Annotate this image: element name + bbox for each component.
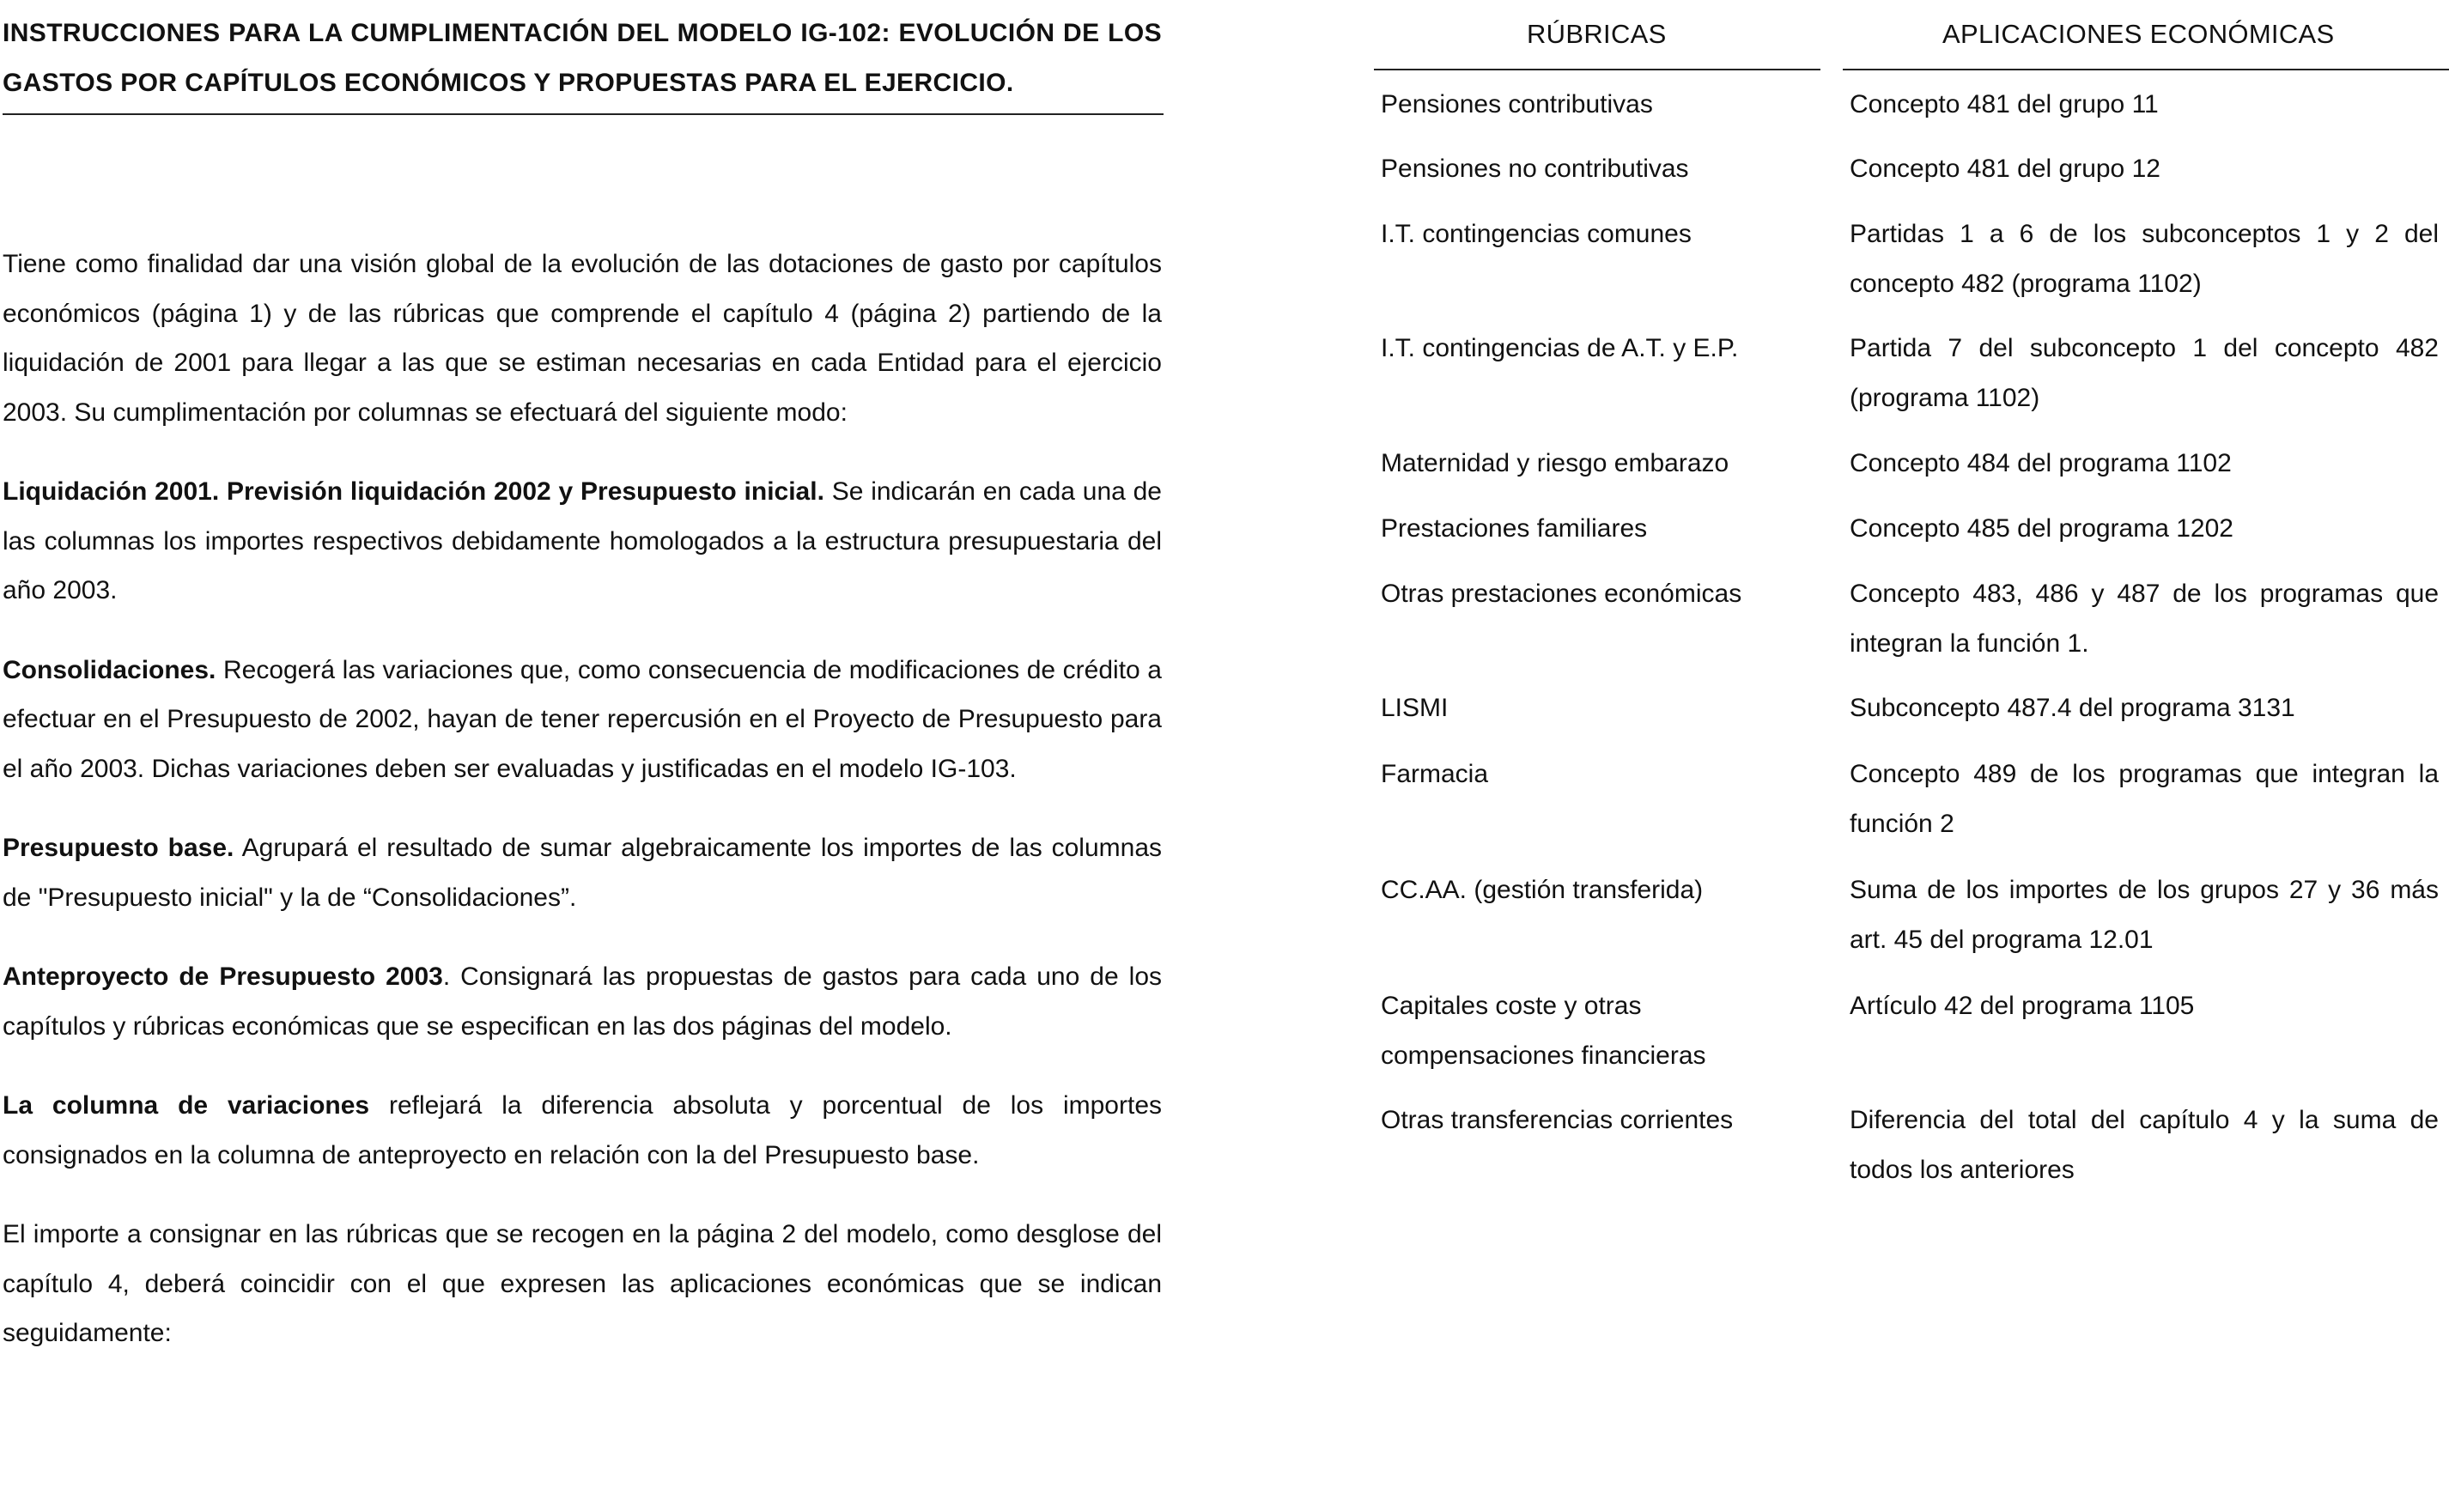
rubrica-cell: Farmacia bbox=[1381, 760, 1489, 788]
aplicacion-cell: Artículo 42 del programa 1105 bbox=[1850, 992, 2195, 1020]
item-heading: Consolidaciones. bbox=[3, 655, 216, 684]
rubrica-cell: Maternidad y riesgo embarazo bbox=[1381, 449, 1729, 477]
item-presupuesto-base bbox=[3, 823, 1162, 922]
intro-paragraph: Tiene como finalidad dar una visión global de la evolución de las dotaciones de gasto por capítulos económicos (página 1) y de las rúbricas que comprende el capítulo 4 (página 2) partiendo de la liquidación de 2001 para llegar a las que se estiman necesarias en cada Entidad para el ejercicio 2003. Su cumplimentación por columnas se efectuará del siguiente modo: bbox=[3, 250, 1162, 427]
aplicacion-cell: Diferencia del total del capítulo 4 y la suma de todos los anteriores bbox=[1850, 1106, 2439, 1184]
item-variaciones bbox=[3, 1081, 1162, 1180]
item-text: Se indicarán en cada una de las columnas los importes respectivos debidamente homologados a la estructura presupuestaria del año 2003. bbox=[3, 477, 1162, 604]
item-text: Agrupará el resultado de sumar algebraicamente los importes de las columnas de "Presupuesto inicial" y la de “Consolidaciones”. bbox=[3, 834, 1163, 912]
aplicacion-cell: Concepto 483, 486 y 487 de los programas que integran la función 1. bbox=[1850, 580, 2439, 658]
rubrica-cell: Pensiones no contributivas bbox=[1381, 155, 1689, 183]
aplicacion-cell: Concepto 489 de los programas que integran la función 2 bbox=[1850, 760, 2439, 838]
rubricas-table bbox=[1372, 0, 2449, 1184]
rubrica-cell: Prestaciones familiares bbox=[1381, 514, 1648, 543]
aplicacion-cell: Concepto 481 del grupo 11 bbox=[1850, 90, 2159, 118]
item-heading: La columna de variaciones bbox=[3, 1091, 370, 1120]
rubrica-cell: CC.AA. (gestión transferida) bbox=[1381, 876, 1704, 904]
rubrica-cell: Capitales coste y otras compensaciones financieras bbox=[1381, 992, 1706, 1070]
header-rule-aplicaciones bbox=[1843, 69, 2449, 70]
item-text: reflejará la diferencia absoluta y porcentual de los importes consignados en la columna de anteproyecto en relación con la del Presupuesto base. bbox=[3, 1091, 1162, 1169]
item-anteproyecto bbox=[3, 952, 1162, 1051]
aplicacion-cell: Concepto 485 del programa 1202 bbox=[1850, 514, 2233, 543]
rubrica-cell: Otras transferencias corrientes bbox=[1381, 1106, 1734, 1134]
rubrica-cell: Otras prestaciones económicas bbox=[1381, 580, 1742, 608]
title-underline bbox=[3, 113, 1164, 115]
item-heading: Liquidación 2001. Previsión liquidación 2002 y Presupuesto inicial. bbox=[3, 477, 824, 506]
item-liquidacion bbox=[3, 467, 1162, 616]
aplicacion-cell: Partidas 1 a 6 de los subconceptos 1 y 2 del concepto 482 (programa 1102) bbox=[1850, 220, 2439, 298]
rubrica-cell: LISMI bbox=[1381, 694, 1449, 722]
item-text: Recogerá las variaciones que, como consecuencia de modificaciones de crédito a efectuar en el Presupuesto de 2002, hayan de tener repercusión en el Proyecto de Presupuesto para el año 2003. Dichas variaciones deben ser evaluadas y justificadas en el modelo IG-103. bbox=[3, 655, 1162, 783]
rubrica-cell: I.T. contingencias comunes bbox=[1381, 220, 1692, 248]
aplicacion-cell: Subconcepto 487.4 del programa 3131 bbox=[1850, 694, 2295, 722]
table-header bbox=[1372, 0, 2449, 74]
item-heading: Anteproyecto de Presupuesto 2003 bbox=[3, 962, 443, 991]
aplicacion-cell: Concepto 484 del programa 1102 bbox=[1850, 449, 2232, 477]
item-consolidaciones bbox=[3, 646, 1162, 794]
aplicacion-cell: Partida 7 del subconcepto 1 del concepto 482 (programa 1102) bbox=[1850, 334, 2439, 412]
aplicacion-cell: Concepto 481 del grupo 12 bbox=[1850, 155, 2160, 183]
item-text: . Consignará las propuestas de gastos para cada uno de los capítulos y rúbricas económicas que se especifican en las dos páginas del modelo. bbox=[3, 962, 1162, 1041]
header-aplicaciones: APLICACIONES ECONÓMICAS bbox=[1942, 19, 2335, 49]
rubrica-cell: I.T. contingencias de A.T. y E.P. bbox=[1381, 334, 1739, 362]
instructions-column bbox=[3, 0, 1162, 1358]
header-rubricas: RÚBRICAS bbox=[1527, 19, 1667, 49]
document-title: INSTRUCCIONES PARA LA CUMPLIMENTACIÓN DEL MODELO IG-102: EVOLUCIÓN DE LOS GASTOS POR CAPÍTULOS ECONÓMICOS Y PROPUESTAS PARA EL EJERCICIO. bbox=[3, 19, 1162, 97]
closing-paragraph: El importe a consignar en las rúbricas que se recogen en la página 2 del modelo, como desglose del capítulo 4, deberá coincidir con el que expresen las aplicaciones económicas que se indican seguidamente: bbox=[3, 1220, 1162, 1347]
rubrica-cell: Pensiones contributivas bbox=[1381, 90, 1653, 118]
item-heading: Presupuesto base. bbox=[3, 834, 234, 862]
aplicacion-cell: Suma de los importes de los grupos 27 y 36 más art. 45 del programa 12.01 bbox=[1850, 876, 2439, 954]
header-rule-rubricas bbox=[1374, 69, 1820, 70]
